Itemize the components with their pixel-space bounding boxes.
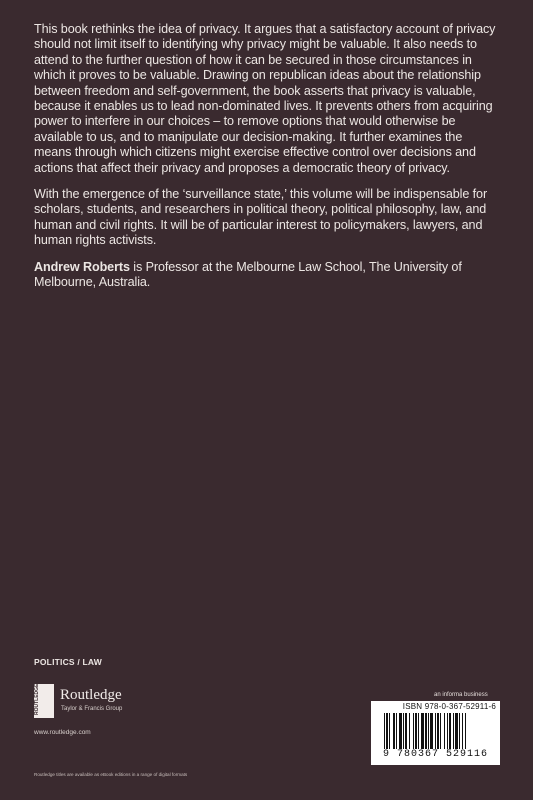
barcode-bar [440,713,441,749]
ebook-note: Routledge titles are available as eBook editions in a range of digital formats [34,772,188,777]
barcode-bar [437,713,439,749]
subject-category: POLITICS / LAW [34,657,102,667]
barcode-bar [447,713,448,749]
publisher-group: Taylor & Francis Group [61,706,123,712]
isbn-barcode [371,701,500,765]
barcode-bar [386,713,388,749]
barcode-bar [425,713,427,749]
barcode-bar [444,713,445,749]
publisher-block [34,684,214,744]
barcode-digits: 9 780367 529116 [382,749,488,760]
publisher-logo-text: ROUTLEDGE [34,683,40,715]
blurb-paragraph-2: With the emergence of the ‘surveillance state,’ this volume will be indispensable for scholars, students, and researchers in political theory, political philosophy, law, and human and civil rights. It will be of particular interest to policymakers, lawyers, and human rights activists. [34,187,488,248]
barcode-bar [396,713,397,749]
barcode-bar [459,713,460,749]
author-bio-text: is Professor at the Melbourne Law School, The University of Melbourne, Australia. [34,259,462,290]
barcode-bar [403,713,404,749]
barcode-bar [455,713,458,749]
blurb-paragraph-1: This book rethinks the idea of privacy. It argues that a satisfactory account of privacy should not limit itself to identifying why privacy might be valuable. It also needs to attend to the further question of how it can be secured in those circumstances in which it proves to be valuable. Drawing on republican ideas about the relationship between freedom and self-government, the book asserts that privacy is valuable, because it enables us to lead non-dominated lives. It prevents others from acquiring power to interfere in our choices – to remove options that would otherwise be available to us, and to manipulate our decision-making. It further examines the means through which citizens might exercise effective control over decisions and actions that affect their privacy and proposes a democratic theory of privacy. [34,22,496,175]
barcode-bar [453,713,454,749]
barcode-bar [421,713,424,749]
barcode-bar [462,713,463,749]
barcode-bar [409,713,410,749]
publisher-url: www.routledge.com [34,729,91,736]
barcode-bar [405,713,407,749]
barcode-bar [428,713,429,749]
author-bio [34,260,502,291]
author-name: Andrew Roberts [34,259,130,274]
barcode-bar [449,713,451,749]
isbn-label: ISBN 978-0-367-52911-6 [402,702,496,711]
back-cover-blurb [34,22,502,302]
barcode-bar [430,713,433,749]
barcode-bar [399,713,402,749]
barcode-bars [384,713,487,749]
barcode-bar [413,713,414,749]
barcode-bar [415,713,417,749]
publisher-name: Routledge [60,687,122,703]
informa-business-tag: an informa business [434,692,488,698]
barcode-bar [418,713,419,749]
barcode-bar [393,713,395,749]
barcode-bar [465,713,466,749]
routledge-logo-icon [34,684,54,718]
barcode-bar [435,713,436,749]
barcode-bar [384,713,385,749]
barcode-bar [389,713,390,749]
